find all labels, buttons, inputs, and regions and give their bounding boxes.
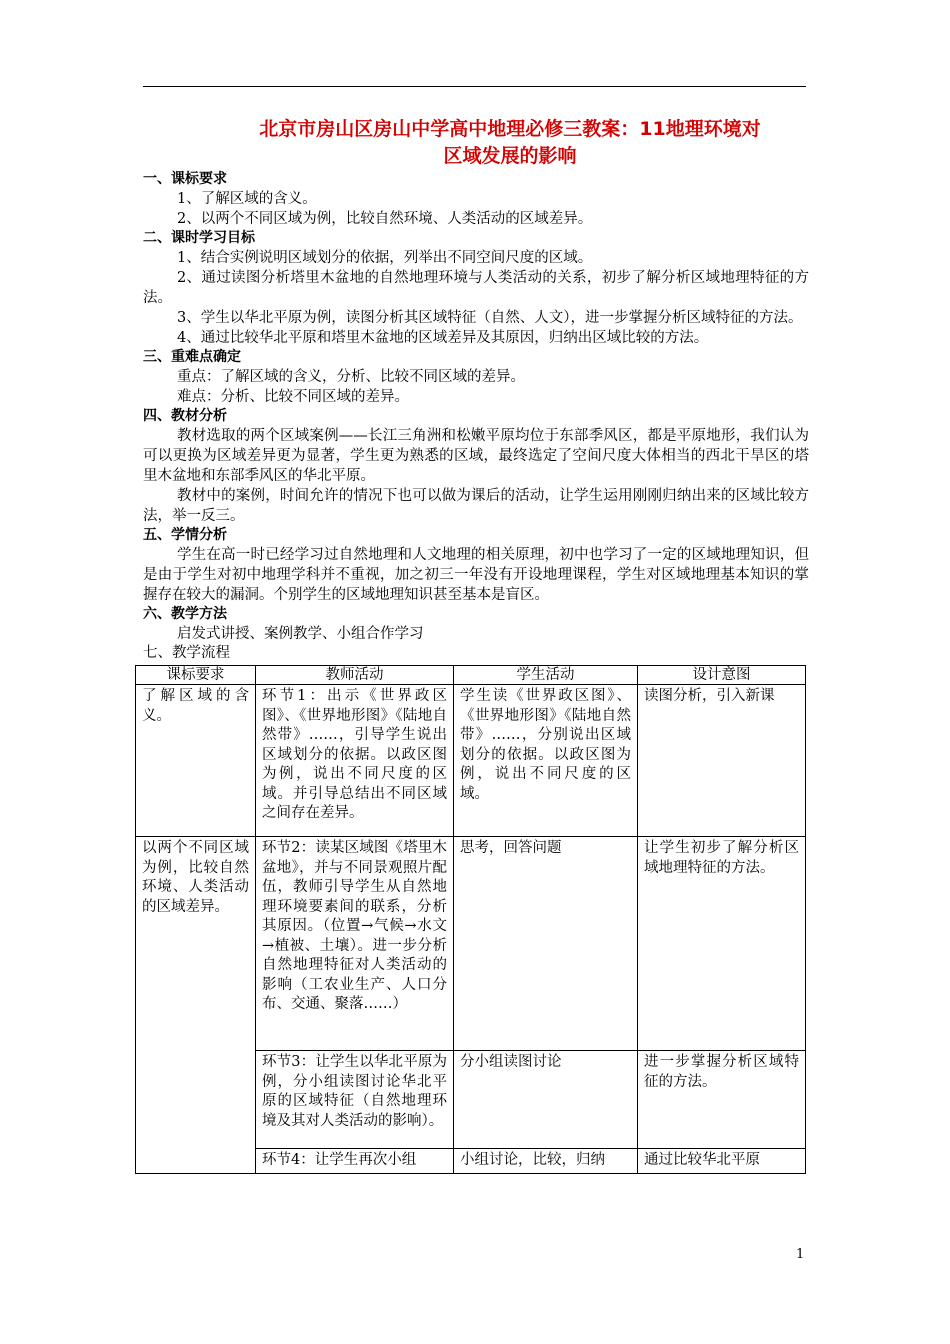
section-5-item-1: 学生在高一时已经学习过自然地理和人文地理的相关原理，初中也学习了一定的区域地理知识，但是由于学生对初中地理学科并不重视，加之初三一年没有开设地理课程，学生对区域地理基本知识的掌握存在较大的漏洞。个别学生的区域地理知识甚至基本是盲区。 xyxy=(143,547,809,603)
section-4-item-2: 教材中的案例，时间允许的情况下也可以做为课后的活动，让学生运用刚刚归纳出来的区域比较方法，举一反三。 xyxy=(143,488,809,524)
section-heading-3: 三、重难点确定 xyxy=(143,349,241,365)
section-2-item-4: 4、通过比较华北平原和塔里木盆地的区域差异及其原因，归纳出区域比较的方法。 xyxy=(177,330,709,346)
title-line-2: 区域发展的影响 xyxy=(443,145,577,167)
section-heading-2: 二、课时学习目标 xyxy=(143,230,255,246)
table-row xyxy=(136,837,806,1051)
section-2-item-2: 2、通过读图分析塔里木盆地的自然地理环境与人类活动的关系，初步了解分析区域地理特征的方法。 xyxy=(143,270,809,306)
table-header-cell: 教师活动 xyxy=(256,666,454,685)
section-3-item-1: 重点：了解区域的含义，分析、比较不同区域的差异。 xyxy=(177,369,525,385)
table-cell: 环节4：让学生再次小组 xyxy=(256,1149,454,1174)
table-cell: 小组讨论，比较，归纳 xyxy=(454,1149,638,1174)
section-4-item-1: 教材选取的两个区域案例——长江三角洲和松嫩平原均位于东部季风区，都是平原地形，我们认为可以更换为区域差异更为显著，学生更为熟悉的区域，最终选定了空间尺度大体相当的西北干旱区的塔里木盆地和东部季风区的华北平原。 xyxy=(143,428,809,484)
section-heading-1: 一、课标要求 xyxy=(143,171,227,187)
table-cell: 通过比较华北平原 xyxy=(638,1149,806,1174)
table-cell: 思考，回答问题 xyxy=(454,837,638,1051)
section-2-item-1: 1、结合实例说明区域划分的依据，列举出不同空间尺度的区域。 xyxy=(177,250,593,266)
section-heading-4: 四、教材分析 xyxy=(143,408,227,424)
header-rule xyxy=(143,86,806,87)
table-header-cell: 设计意图 xyxy=(638,666,806,685)
table-cell: 让学生初步了解分析区域地理特征的方法。 xyxy=(638,837,806,1051)
title-line-1: 北京市房山区房山中学高中地理必修三教案：11地理环境对 xyxy=(259,118,761,140)
table-cell: 以两个不同区域为例，比较自然环境、人类活动的区域差异。 xyxy=(136,837,256,1174)
section-heading-6: 六、教学方法 xyxy=(143,606,227,622)
section-heading-7: 七、教学流程 xyxy=(143,645,230,661)
section-6-item-1: 启发式讲授、案例教学、小组合作学习 xyxy=(177,626,424,642)
table-cell: 环节1：出示《世界政区图》、《世界地形图》《陆地自然带》……，引导学生说出区域划分的依据。以政区图为例，说出不同尺度的区域。并引导总结出不同区域之间存在差异。 xyxy=(256,685,454,837)
table-cell: 读图分析，引入新课 xyxy=(638,685,806,837)
table-cell: 分小组读图讨论 xyxy=(454,1051,638,1149)
table-cell: 进一步掌握分析区域特征的方法。 xyxy=(638,1051,806,1149)
page-number: 1 xyxy=(796,1247,805,1262)
table-row xyxy=(136,685,806,837)
section-1-item-2: 2、以两个不同区域为例，比较自然环境、人类活动的区域差异。 xyxy=(177,211,593,227)
document-body xyxy=(143,170,809,663)
teaching-flow-table xyxy=(135,665,806,1174)
section-2-item-3: 3、学生以华北平原为例，读图分析其区域特征（自然、人文），进一步掌握分析区域特征的方法。 xyxy=(177,310,803,326)
table-header-row xyxy=(136,666,806,685)
table-cell: 学生读《世界政区图》、《世界地形图》《陆地自然带》……，分别说出区域划分的依据。以政区图为例，说出不同尺度的区域。 xyxy=(454,685,638,837)
document-title xyxy=(150,116,870,170)
table-cell: 环节2：读某区域图《塔里木盆地》，并与不同景观照片配伍，教师引导学生从自然地理环境要素间的联系，分析其原因。（位置→气候→水文→植被、土壤）。进一步分析自然地理特征对人类活动的影响（工农业生产、人口分布、交通、聚落……） xyxy=(256,837,454,1051)
section-1-item-1: 1、了解区域的含义。 xyxy=(177,191,317,207)
section-3-item-2: 难点：分析、比较不同区域的差异。 xyxy=(177,389,409,405)
table-header-cell: 学生活动 xyxy=(454,666,638,685)
table-cell: 环节3：让学生以华北平原为例，分小组读图讨论华北平原的区域特征（自然地理环境及其对人类活动的影响）。 xyxy=(256,1051,454,1149)
table-cell: 了解区域的含义。 xyxy=(136,685,256,837)
section-heading-5: 五、学情分析 xyxy=(143,527,227,543)
table-header-cell: 课标要求 xyxy=(136,666,256,685)
